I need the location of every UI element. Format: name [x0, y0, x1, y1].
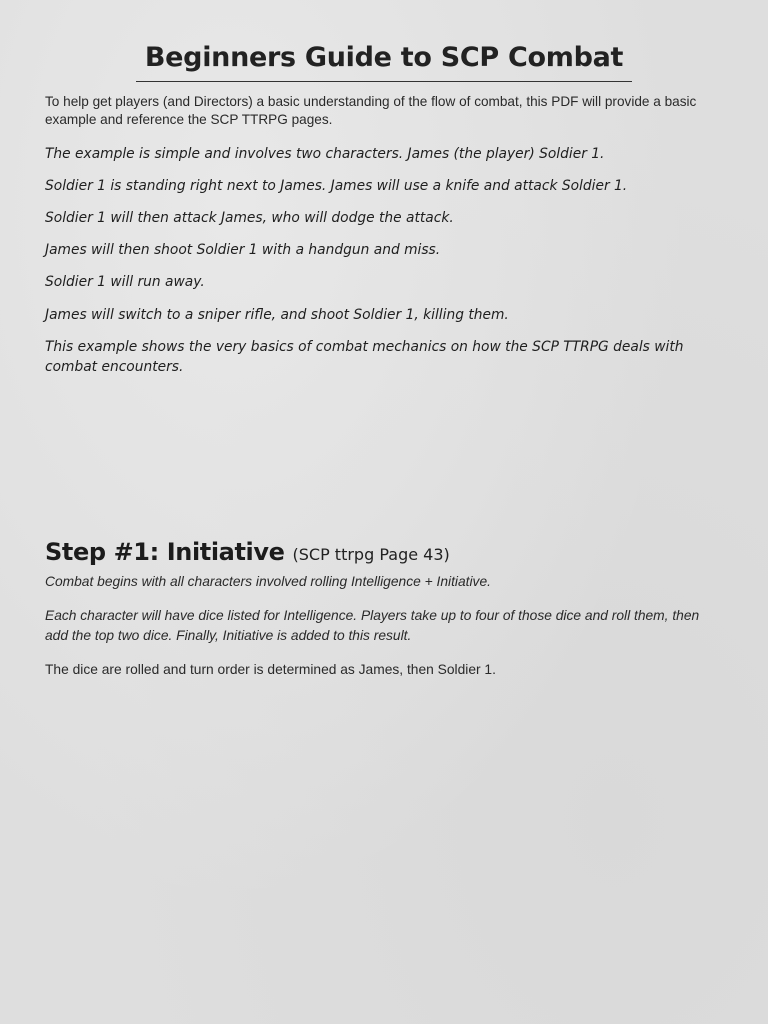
- example-line: James will switch to a sniper rifle, and shoot Soldier 1, killing them.: [45, 307, 509, 323]
- step-1-page-reference: (SCP ttrpg Page 43): [292, 545, 450, 564]
- intro-paragraph: To help get players (and Directors) a basic understanding of the flow of combat, this PDF will provide a basic example and reference the SCP TTRPG pages.: [45, 94, 697, 127]
- step-1-heading: [45, 538, 450, 566]
- example-summary: This example shows the very basics of combat mechanics on how the SCP TTRPG deals with combat encounters.: [45, 339, 684, 375]
- step-1-title: Step #1: Initiative: [45, 538, 285, 566]
- example-line: James will then shoot Soldier 1 with a handgun and miss.: [45, 242, 441, 258]
- step-1-paragraph: Combat begins with all characters involved rolling Intelligence + Initiative.: [45, 574, 491, 589]
- example-line: Soldier 1 will run away.: [45, 274, 205, 290]
- step-1-paragraph: Each character will have dice listed for Intelligence. Players take up to four of those dice and roll them, then add the top two dice. Finally, Initiative is added to this result.: [45, 608, 700, 643]
- example-line: Soldier 1 is standing right next to James. James will use a knife and attack Soldier 1.: [45, 178, 628, 194]
- step-1-paragraph: The dice are rolled and turn order is determined as James, then Soldier 1.: [45, 662, 496, 677]
- example-line: Soldier 1 will then attack James, who will dodge the attack.: [45, 210, 454, 226]
- document-title: Beginners Guide to SCP Combat: [144, 42, 624, 73]
- title-underline: [136, 81, 632, 82]
- example-line: The example is simple and involves two characters. James (the player) Soldier 1.: [45, 146, 605, 162]
